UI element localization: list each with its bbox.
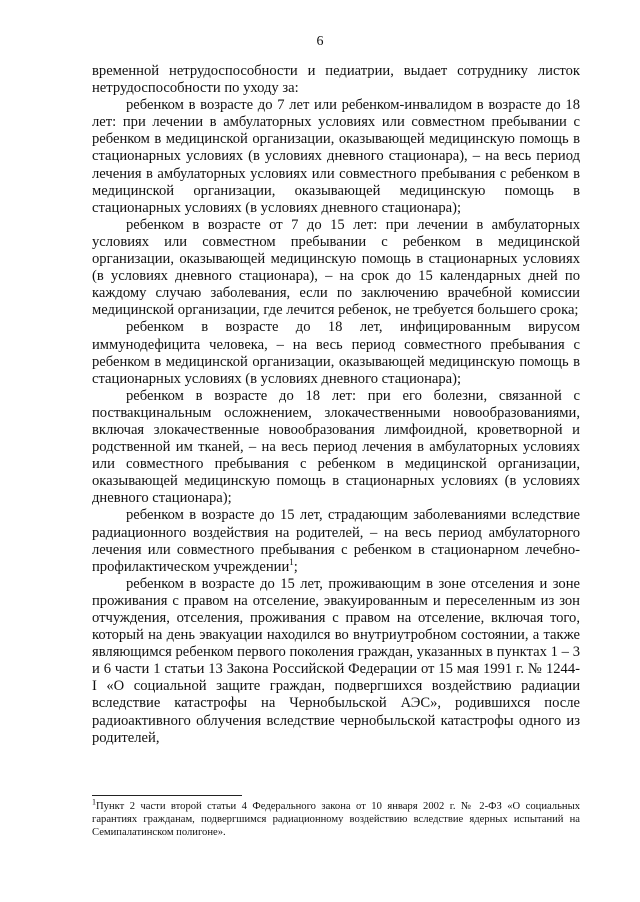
- footnote: [92, 797, 580, 839]
- paragraph-child-hiv: ребенком в возрасте до 18 лет, инфицированным вирусом иммунодефицита человека, – на весь период совместного пребывания с ребенком в медицинской организации, оказывающей медицинскую помощь в стационарных условиях (в условиях дневного стационара);: [92, 319, 580, 387]
- paragraph-intro: временной нетрудоспособности и педиатрии, выдает сотруднику листок нетрудоспособности по уходу за:: [92, 63, 580, 97]
- paragraph-child-7-to-15: ребенком в возрасте от 7 до 15 лет: при лечении в амбулаторных условиях или совместном пребывании с ребенком в медицинской организации, оказывающей медицинскую помощь в стационарных условиях (в условиях дневного стационара), – на срок до 15 календарных дней по каждому случаю заболевания, если по заключению врачебной комиссии медицинской организации, где лечится ребенок, не требуется большего срока;: [92, 216, 580, 319]
- document-body: [92, 63, 580, 747]
- footnote-marker: 1: [92, 797, 96, 807]
- paragraph-child-radiation: ребенком в возрасте до 15 лет, страдающим заболеваниями вследствие радиационного воздействия на родителей, – на весь период амбулаторного лечения или совместного пребывания с ребенком в стационарном лечебно-профилактическом учреждении$^1$;: [92, 507, 580, 575]
- paragraph-child-evacuation-zone: ребенком в возрасте до 15 лет, проживающим в зоне отселения и зоне проживания с правом на отселение, эвакуированным и переселенным из зон отчуждения, отселения, проживания с правом на отселение, включая того, который на день эвакуации находился во внутриутробном состоянии, а также являющимся ребенком первого поколения граждан, указанных в пунктах 1 – 3 и 6 части 1 статьи 13 Закона Российской Федерации от 15 мая 1991 г. № 1244-I «О социальной защите граждан, подвергшихся воздействию радиации вследствие катастрофы на Чернобыльской АЭС», родившихся после радиоактивного облучения вследствие чернобыльской катастрофы одного из родителей,: [92, 575, 580, 746]
- footnote-reference: 1: [289, 556, 294, 567]
- paragraph-child-under-7: ребенком в возрасте до 7 лет или ребенком-инвалидом в возрасте до 18 лет: при лечении в амбулаторных условиях или совместном пребывании с ребенком в медицинской организации, оказывающей медицинскую помощь в стационарных условиях (в условиях дневного стационара), – на весь период лечения в амбулаторных условиях или совместного пребывания с ребенком в медицинской организации, оказывающей медицинскую помощь в стационарных условиях (в условиях дневного стационара);: [92, 97, 580, 216]
- footnote-text: Пункт 2 части второй статьи 4 Федерального закона от 10 января 2002 г. № 2-ФЗ «О социальных гарантиях гражданам, подвергшимся радиационному воздействию вследствие ядерных испытаний на Семипалатинском полигоне».: [92, 801, 580, 838]
- paragraph-child-postvaccinal: ребенком в возрасте до 18 лет: при его болезни, связанной с поствакцинальным осложнением, злокачественными новообразованиями, включая злокачественные новообразования лимфоидной, кроветворной и родственной им тканей, – на весь период лечения в амбулаторных условиях или совместного пребывания с ребенком в медицинской организации, оказывающей медицинскую помощь в стационарных условиях (в условиях дневного стационара);: [92, 387, 580, 507]
- page-number: 6: [316, 34, 324, 49]
- footnote-divider: [92, 795, 242, 796]
